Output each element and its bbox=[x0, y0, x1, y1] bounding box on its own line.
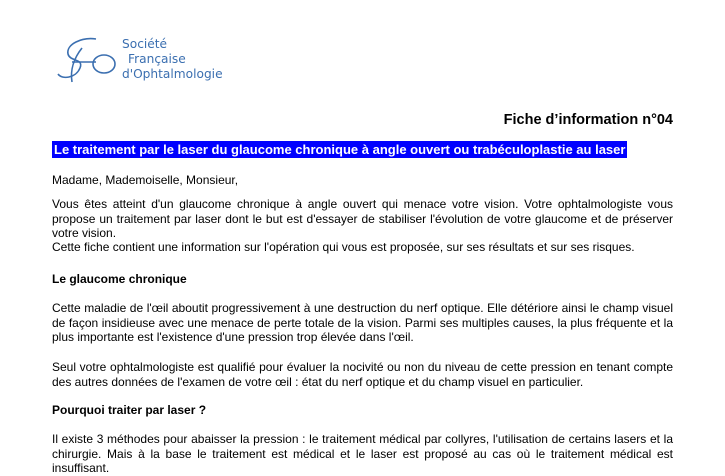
laser-paragraph-1: Il existe 3 méthodes pour abaisser la pression : le traitement médical par collyres, l'utilisation de certains lasers et la chirurgie. Mais à la base le traitement est médical et le laser est proposé au cas où le traitement médical est insuffisant. bbox=[52, 432, 673, 476]
fiche-title: Fiche d’information n°04 bbox=[503, 112, 673, 128]
sfo-logo bbox=[52, 36, 232, 84]
greeting: Madame, Mademoiselle, Monsieur, bbox=[52, 173, 239, 187]
logo-text bbox=[122, 37, 223, 82]
intro-paragraph: Vous êtes atteint d'un glaucome chronique à angle ouvert qui menace votre vision. Votre ophtalmologiste vous propose un traitement par laser dont le but est d'essayer de stabiliser l'évolution de votre glaucome et de préserver votre vision. bbox=[52, 197, 673, 241]
glaucome-paragraph-2: Seul votre ophtalmologiste est qualifié pour évaluer la nocivité ou non du niveau de cette pression en tenant compte des autres données de l'examen de votre œil : état du nerf optique et du champ visuel en particulier. bbox=[52, 360, 673, 389]
intro-paragraph-2: Cette fiche contient une information sur l'opération qui vous est proposée, sur ses résultats et sur ses risques. bbox=[52, 240, 635, 254]
section-heading-laser: Pourquoi traiter par laser ? bbox=[52, 403, 207, 417]
document-title-banner: Le traitement par le laser du glaucome chronique à angle ouvert ou trabéculoplastie au laser bbox=[54, 142, 626, 157]
logo-line-3: d'Ophtalmologie bbox=[122, 67, 223, 81]
sfo-logo-mark-icon bbox=[52, 36, 122, 86]
section-heading-glaucome: Le glaucome chronique bbox=[52, 272, 187, 286]
logo-line-2: Française bbox=[128, 52, 186, 66]
glaucome-paragraph-1: Cette maladie de l'œil aboutit progressivement à une destruction du nerf optique. Elle détériore ainsi le champ visuel de façon insidieuse avec une menace de perte totale de la vision. Parmi ses multiples causes, la plus fréquente et la plus importante est l'existence d'une pression trop élevée dans l'œil. bbox=[52, 301, 673, 345]
logo-line-1: Société bbox=[122, 37, 168, 51]
